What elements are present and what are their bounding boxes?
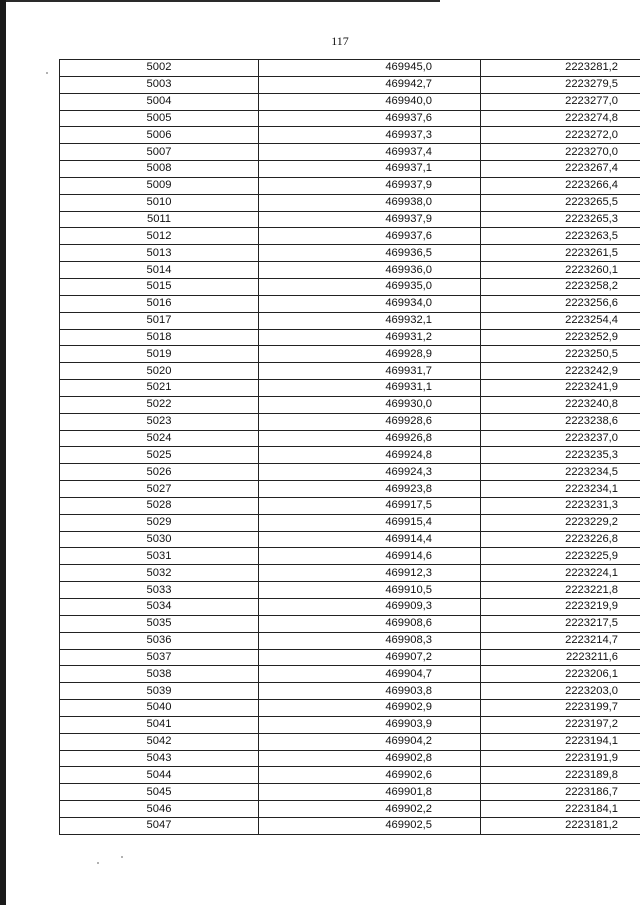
x-coordinate-cell: 469907,2 — [259, 649, 481, 666]
table-row — [60, 396, 640, 413]
point-number-cell: 5046 — [60, 801, 259, 818]
x-coordinate-cell: 469934,0 — [259, 295, 481, 312]
table-row — [60, 767, 640, 784]
y-coordinate-cell: 2223235,3 — [481, 447, 640, 464]
table-row — [60, 464, 640, 481]
x-coordinate-cell: 469924,3 — [259, 464, 481, 481]
x-coordinate-cell: 469938,0 — [259, 194, 481, 211]
table-row — [60, 565, 640, 582]
y-coordinate-cell: 2223270,0 — [481, 144, 640, 161]
point-number-cell: 5016 — [60, 295, 259, 312]
y-coordinate-cell: 2223226,8 — [481, 531, 640, 548]
table-row — [60, 801, 640, 818]
y-coordinate-cell: 2223261,5 — [481, 245, 640, 262]
x-coordinate-cell: 469937,4 — [259, 144, 481, 161]
x-coordinate-cell: 469924,8 — [259, 447, 481, 464]
x-coordinate-cell: 469902,2 — [259, 801, 481, 818]
y-coordinate-cell: 2223274,8 — [481, 110, 640, 127]
x-coordinate-cell: 469914,6 — [259, 548, 481, 565]
y-coordinate-cell: 2223186,7 — [481, 784, 640, 801]
x-coordinate-cell: 469937,9 — [259, 177, 481, 194]
x-coordinate-cell: 469937,1 — [259, 161, 481, 178]
table-row — [60, 700, 640, 717]
y-coordinate-cell: 2223281,2 — [481, 60, 640, 77]
y-coordinate-cell: 2223241,9 — [481, 380, 640, 397]
table-row — [60, 262, 640, 279]
y-coordinate-cell: 2223272,0 — [481, 127, 640, 144]
x-coordinate-cell: 469940,0 — [259, 93, 481, 110]
point-number-cell: 5005 — [60, 110, 259, 127]
point-number-cell: 5010 — [60, 194, 259, 211]
x-coordinate-cell: 469917,5 — [259, 497, 481, 514]
point-number-cell: 5008 — [60, 161, 259, 178]
y-coordinate-cell: 2223267,4 — [481, 161, 640, 178]
point-number-cell: 5024 — [60, 430, 259, 447]
table-row — [60, 716, 640, 733]
table-row — [60, 177, 640, 194]
point-number-cell: 5014 — [60, 262, 259, 279]
y-coordinate-cell: 2223238,6 — [481, 413, 640, 430]
point-number-cell: 5033 — [60, 582, 259, 599]
x-coordinate-cell: 469914,4 — [259, 531, 481, 548]
x-coordinate-cell: 469926,8 — [259, 430, 481, 447]
point-number-cell: 5011 — [60, 211, 259, 228]
coordinates-table-body — [60, 60, 640, 835]
x-coordinate-cell: 469935,0 — [259, 278, 481, 295]
y-coordinate-cell: 2223191,9 — [481, 750, 640, 767]
point-number-cell: 5020 — [60, 363, 259, 380]
point-number-cell: 5007 — [60, 144, 259, 161]
point-number-cell: 5028 — [60, 497, 259, 514]
table-row — [60, 228, 640, 245]
x-coordinate-cell: 469904,7 — [259, 666, 481, 683]
point-number-cell: 5021 — [60, 380, 259, 397]
x-coordinate-cell: 469937,3 — [259, 127, 481, 144]
table-row — [60, 632, 640, 649]
y-coordinate-cell: 2223263,5 — [481, 228, 640, 245]
y-coordinate-cell: 2223231,3 — [481, 497, 640, 514]
table-row — [60, 245, 640, 262]
point-number-cell: 5027 — [60, 481, 259, 498]
point-number-cell: 5030 — [60, 531, 259, 548]
table-row — [60, 161, 640, 178]
table-row — [60, 430, 640, 447]
table-row — [60, 127, 640, 144]
point-number-cell: 5004 — [60, 93, 259, 110]
x-coordinate-cell: 469936,0 — [259, 262, 481, 279]
y-coordinate-cell: 2223206,1 — [481, 666, 640, 683]
point-number-cell: 5009 — [60, 177, 259, 194]
table-row — [60, 514, 640, 531]
x-coordinate-cell: 469903,9 — [259, 716, 481, 733]
scan-border-left — [0, 0, 6, 905]
y-coordinate-cell: 2223184,1 — [481, 801, 640, 818]
x-coordinate-cell: 469902,9 — [259, 700, 481, 717]
y-coordinate-cell: 2223256,6 — [481, 295, 640, 312]
y-coordinate-cell: 2223252,9 — [481, 329, 640, 346]
table-row — [60, 599, 640, 616]
y-coordinate-cell: 2223234,1 — [481, 481, 640, 498]
table-row — [60, 380, 640, 397]
point-number-cell: 5025 — [60, 447, 259, 464]
y-coordinate-cell: 2223197,2 — [481, 716, 640, 733]
table-row — [60, 649, 640, 666]
table-row — [60, 683, 640, 700]
x-coordinate-cell: 469902,6 — [259, 767, 481, 784]
y-coordinate-cell: 2223260,1 — [481, 262, 640, 279]
y-coordinate-cell: 2223214,7 — [481, 632, 640, 649]
point-number-cell: 5023 — [60, 413, 259, 430]
point-number-cell: 5037 — [60, 649, 259, 666]
x-coordinate-cell: 469915,4 — [259, 514, 481, 531]
y-coordinate-cell: 2223225,9 — [481, 548, 640, 565]
y-coordinate-cell: 2223240,8 — [481, 396, 640, 413]
y-coordinate-cell: 2223250,5 — [481, 346, 640, 363]
table-row — [60, 531, 640, 548]
table-row — [60, 278, 640, 295]
point-number-cell: 5040 — [60, 700, 259, 717]
y-coordinate-cell: 2223217,5 — [481, 615, 640, 632]
x-coordinate-cell: 469945,0 — [259, 60, 481, 77]
y-coordinate-cell: 2223194,1 — [481, 733, 640, 750]
point-number-cell: 5036 — [60, 632, 259, 649]
page-number: 117 — [331, 34, 349, 48]
table-row — [60, 447, 640, 464]
table-row — [60, 481, 640, 498]
x-coordinate-cell: 469902,8 — [259, 750, 481, 767]
point-number-cell: 5003 — [60, 76, 259, 93]
point-number-cell: 5029 — [60, 514, 259, 531]
point-number-cell: 5038 — [60, 666, 259, 683]
y-coordinate-cell: 2223254,4 — [481, 312, 640, 329]
table-row — [60, 363, 640, 380]
table-row — [60, 582, 640, 599]
point-number-cell: 5015 — [60, 278, 259, 295]
x-coordinate-cell: 469928,6 — [259, 413, 481, 430]
y-coordinate-cell: 2223279,5 — [481, 76, 640, 93]
scan-speck — [121, 856, 123, 858]
table-row — [60, 615, 640, 632]
y-coordinate-cell: 2223221,8 — [481, 582, 640, 599]
x-coordinate-cell: 469937,6 — [259, 228, 481, 245]
table-row — [60, 295, 640, 312]
table-row — [60, 733, 640, 750]
y-coordinate-cell: 2223237,0 — [481, 430, 640, 447]
point-number-cell: 5039 — [60, 683, 259, 700]
x-coordinate-cell: 469908,3 — [259, 632, 481, 649]
x-coordinate-cell: 469903,8 — [259, 683, 481, 700]
x-coordinate-cell: 469910,5 — [259, 582, 481, 599]
point-number-cell: 5002 — [60, 60, 259, 77]
point-number-cell: 5047 — [60, 817, 259, 834]
table-row — [60, 60, 640, 77]
point-number-cell: 5019 — [60, 346, 259, 363]
y-coordinate-cell: 2223242,9 — [481, 363, 640, 380]
x-coordinate-cell: 469937,6 — [259, 110, 481, 127]
table-row — [60, 211, 640, 228]
point-number-cell: 5022 — [60, 396, 259, 413]
point-number-cell: 5018 — [60, 329, 259, 346]
table-row — [60, 144, 640, 161]
y-coordinate-cell: 2223234,5 — [481, 464, 640, 481]
y-coordinate-cell: 2223265,5 — [481, 194, 640, 211]
y-coordinate-cell: 2223266,4 — [481, 177, 640, 194]
point-number-cell: 5042 — [60, 733, 259, 750]
x-coordinate-cell: 469930,0 — [259, 396, 481, 413]
point-number-cell: 5012 — [60, 228, 259, 245]
y-coordinate-cell: 2223277,0 — [481, 93, 640, 110]
y-coordinate-cell: 2223199,7 — [481, 700, 640, 717]
scan-border-top — [6, 0, 440, 2]
y-coordinate-cell: 2223265,3 — [481, 211, 640, 228]
y-coordinate-cell: 2223219,9 — [481, 599, 640, 616]
x-coordinate-cell: 469923,8 — [259, 481, 481, 498]
scan-speck — [46, 72, 48, 74]
table-row — [60, 110, 640, 127]
point-number-cell: 5032 — [60, 565, 259, 582]
y-coordinate-cell: 2223258,2 — [481, 278, 640, 295]
x-coordinate-cell: 469931,7 — [259, 363, 481, 380]
y-coordinate-cell: 2223181,2 — [481, 817, 640, 834]
point-number-cell: 5006 — [60, 127, 259, 144]
table-row — [60, 548, 640, 565]
table-row — [60, 817, 640, 834]
point-number-cell: 5026 — [60, 464, 259, 481]
x-coordinate-cell: 469901,8 — [259, 784, 481, 801]
point-number-cell: 5031 — [60, 548, 259, 565]
x-coordinate-cell: 469932,1 — [259, 312, 481, 329]
table-row — [60, 312, 640, 329]
y-coordinate-cell: 2223203,0 — [481, 683, 640, 700]
scan-speck — [97, 862, 99, 864]
table-row — [60, 750, 640, 767]
x-coordinate-cell: 469912,3 — [259, 565, 481, 582]
point-number-cell: 5013 — [60, 245, 259, 262]
x-coordinate-cell: 469942,7 — [259, 76, 481, 93]
table-row — [60, 784, 640, 801]
point-number-cell: 5017 — [60, 312, 259, 329]
x-coordinate-cell: 469908,6 — [259, 615, 481, 632]
point-number-cell: 5045 — [60, 784, 259, 801]
y-coordinate-cell: 2223211,6 — [481, 649, 640, 666]
x-coordinate-cell: 469937,9 — [259, 211, 481, 228]
x-coordinate-cell: 469936,5 — [259, 245, 481, 262]
point-number-cell: 5044 — [60, 767, 259, 784]
point-number-cell: 5035 — [60, 615, 259, 632]
table-row — [60, 329, 640, 346]
table-row — [60, 194, 640, 211]
point-number-cell: 5034 — [60, 599, 259, 616]
y-coordinate-cell: 2223224,1 — [481, 565, 640, 582]
x-coordinate-cell: 469928,9 — [259, 346, 481, 363]
table-row — [60, 76, 640, 93]
point-number-cell: 5041 — [60, 716, 259, 733]
table-row — [60, 413, 640, 430]
table-row — [60, 346, 640, 363]
y-coordinate-cell: 2223189,8 — [481, 767, 640, 784]
table-row — [60, 666, 640, 683]
coordinates-table — [59, 59, 640, 835]
x-coordinate-cell: 469931,1 — [259, 380, 481, 397]
y-coordinate-cell: 2223229,2 — [481, 514, 640, 531]
x-coordinate-cell: 469904,2 — [259, 733, 481, 750]
point-number-cell: 5043 — [60, 750, 259, 767]
x-coordinate-cell: 469931,2 — [259, 329, 481, 346]
x-coordinate-cell: 469902,5 — [259, 817, 481, 834]
x-coordinate-cell: 469909,3 — [259, 599, 481, 616]
table-row — [60, 93, 640, 110]
table-row — [60, 497, 640, 514]
